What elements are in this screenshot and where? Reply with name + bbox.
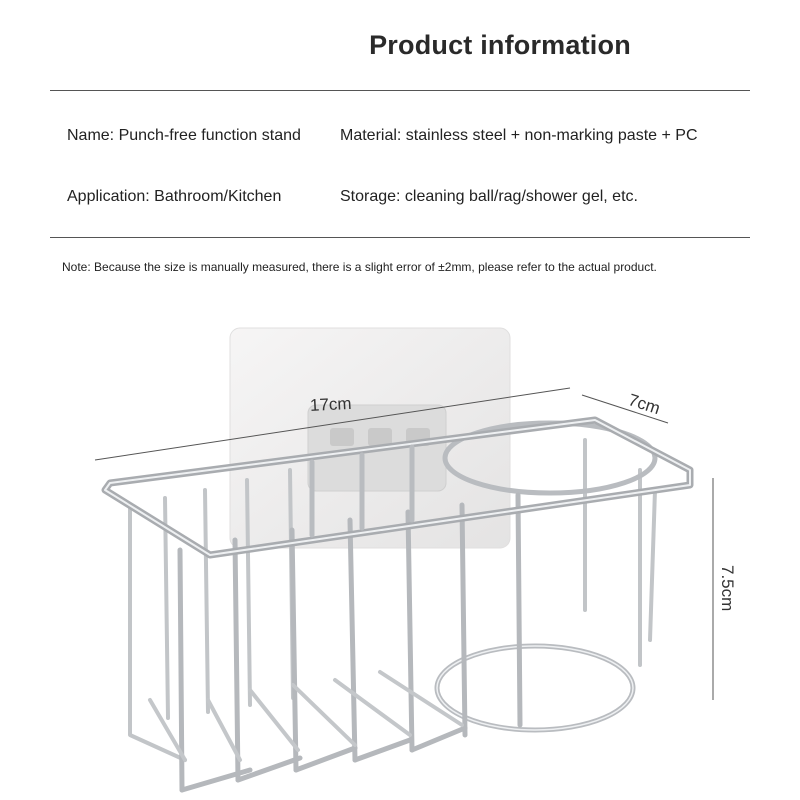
length-label: 17cm	[309, 393, 353, 416]
spec-application: Application: Bathroom/Kitchen	[67, 188, 282, 205]
measurement-note: Note: Because the size is manually measured, there is a slight error of ±2mm, please refer to the actual product.	[62, 260, 657, 274]
bottom-divider	[50, 237, 750, 238]
spec-storage: Storage: cleaning ball/rag/shower gel, etc.	[340, 188, 638, 205]
spec-name: Name: Punch-free function stand	[67, 127, 301, 144]
spec-material: Material: stainless steel + non-marking paste + PC	[340, 127, 698, 144]
top-divider	[50, 90, 750, 91]
product-illustration	[0, 290, 800, 800]
height-label: 7.5cm	[718, 565, 737, 612]
page-title: Product information	[369, 30, 631, 60]
depth-label: 7cm	[626, 390, 663, 419]
